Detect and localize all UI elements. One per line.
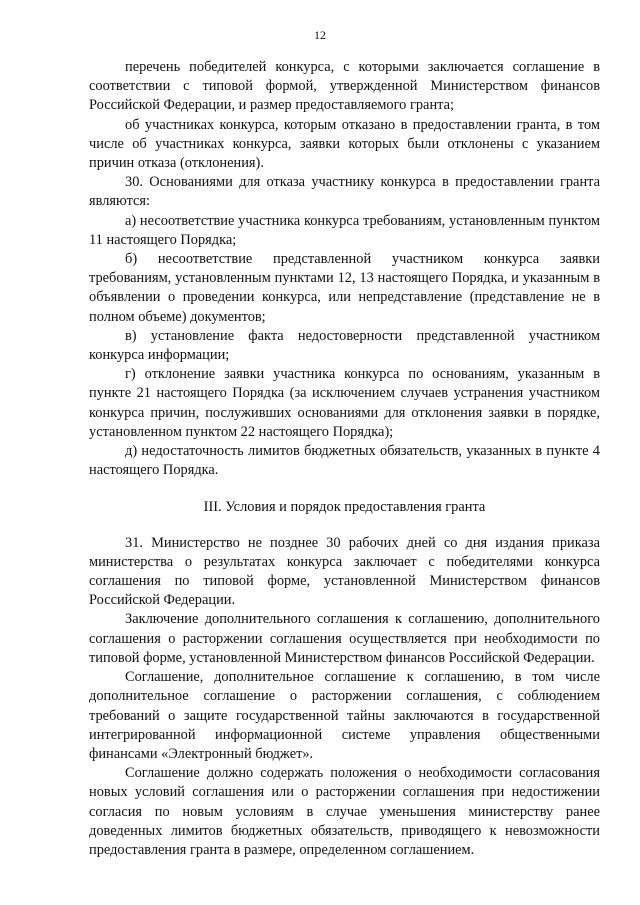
paragraph-item-31: 31. Министерство не позднее 30 рабочих дней со дня издания приказа министерства о результатах конкурса заключает с победителями конкурса соглашения по типовой форме, установленной Министерством финансов Российской Федерации. [89, 534, 600, 609]
paragraph-item-30: 30. Основаниями для отказа участнику конкурса в предоставлении гранта являются: [89, 174, 600, 210]
paragraph-additional-agreement: Заключение дополнительного соглашения к соглашению, дополнительного соглашения о расторжении соглашения осуществляется при необходимости по типовой форме, установленной Министерством финансов Российской Федерации. [89, 611, 600, 666]
paragraph-electronic-budget: Соглашение, дополнительное соглашение к соглашению, в том числе дополнительное соглашение о расторжении соглашения, с соблюдением требований о защите государственной тайны заключаются в государственной интегрированной информационной системе управления общественными финансами «Электронный бюджет». [89, 669, 600, 762]
paragraph-item-30-a: а) несоответствие участника конкурса требованиям, установленным пунктом 11 настоящего Порядка; [89, 212, 600, 248]
paragraph-item-30-d: д) недостаточность лимитов бюджетных обязательств, указанных в пункте 4 настоящего Порядка. [89, 443, 600, 479]
page-number: 12 [314, 28, 326, 42]
paragraph-agreement-provisions: Соглашение должно содержать положения о необходимости согласования новых условий соглашения или о расторжении соглашения при недостижении согласия по новым условиям в случае уменьшения министерству ранее доведенных лимитов бюджетных обязательств, приводящего к невозможности предоставления гранта в размере, определенном соглашением. [89, 765, 600, 858]
section-heading: III. Условия и порядок предоставления гранта [203, 499, 486, 516]
paragraph-item-30-v: в) установление факта недостоверности представленной участником конкурса информации; [89, 327, 600, 364]
document-body [89, 58, 600, 860]
paragraph-item-30-b: б) несоответствие представленной участником конкурса заявки требованиям, установленным пунктами 12, 13 настоящего Порядка, и указанным в объявлении о проведении конкурса, или непредставление (представление не в полном объеме) документов; [89, 251, 600, 325]
paragraph-item-30-g: г) отклонение заявки участника конкурса по основаниям, указанным в пункте 21 настоящего Порядка (за исключением случаев устранения участником конкурса причин, послуживших основаниями для отклонения заявки в порядке, установленном пунктом 22 настоящего Порядка); [89, 366, 600, 440]
paragraph-rejected-participants: об участниках конкурса, которым отказано в предоставлении гранта, в том числе об участниках конкурса, заявки которых были отклонены с указанием причин отказа (отклонения). [89, 116, 600, 172]
paragraph-winners-list: перечень победителей конкурса, с которыми заключается соглашение в соответствии с типовой формой, утвержденной Министерством финансов Российской Федерации, и размер предоставляемого гранта; [89, 59, 600, 114]
